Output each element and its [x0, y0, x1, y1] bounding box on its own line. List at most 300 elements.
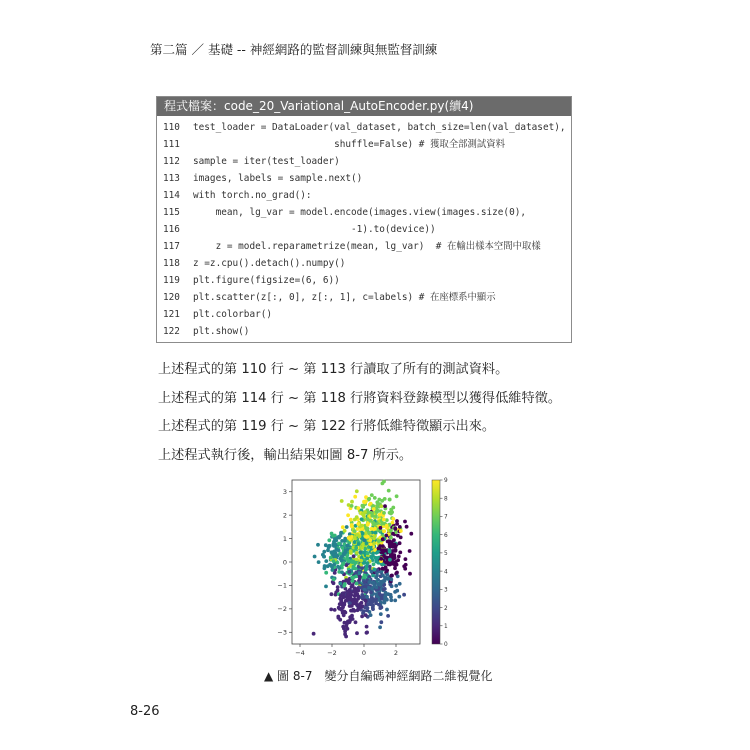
page-number: 8-26: [130, 704, 160, 719]
scatter-point: [324, 585, 328, 589]
scatter-point: [373, 496, 377, 500]
scatter-point: [391, 532, 395, 536]
scatter-point: [376, 550, 380, 554]
scatter-point: [350, 504, 354, 508]
scatter-point: [340, 558, 344, 562]
scatter-point: [355, 631, 359, 635]
scatter-point: [370, 527, 374, 531]
scatter-point: [382, 480, 386, 484]
scatter-point: [373, 599, 377, 603]
scatter-point: [388, 498, 392, 502]
scatter-point: [330, 565, 334, 569]
scatter-point: [317, 560, 321, 564]
scatter-point: [353, 586, 357, 590]
scatter-point: [352, 565, 356, 569]
code-text: z = model.reparametrize(mean, lg_var) # 在輸出樣本空間中取樣: [193, 241, 541, 252]
scatter-point: [322, 555, 326, 559]
colorbar-tick-label: 6: [444, 532, 448, 539]
code-line: [157, 255, 571, 272]
scatter-figure: [268, 476, 468, 660]
y-tick-label: 3: [282, 488, 287, 497]
scatter-point: [327, 538, 331, 542]
line-number: 116: [163, 224, 180, 235]
scatter-point: [356, 604, 360, 608]
y-tick-label: −1: [277, 581, 287, 590]
scatter-point: [312, 632, 316, 636]
scatter-point: [366, 606, 370, 610]
colorbar-tick-label: 2: [444, 605, 448, 612]
scatter-point: [385, 608, 389, 612]
scatter-point: [329, 556, 333, 560]
code-lines: [157, 116, 571, 340]
scatter-point: [339, 534, 343, 538]
scatter-point: [355, 489, 359, 493]
scatter-point: [359, 559, 363, 563]
paragraph-2: 上述程式的第 114 行 ~ 第 118 行將資料登錄模型以獲得低維特徵。: [158, 391, 562, 406]
scatter-point: [367, 598, 371, 602]
code-line: [157, 170, 571, 187]
scatter-point: [389, 578, 393, 582]
scatter-point: [347, 570, 351, 574]
scatter-chart: [268, 476, 468, 656]
scatter-point: [372, 542, 376, 546]
scatter-point: [356, 589, 360, 593]
scatter-point: [369, 555, 373, 559]
line-number: 122: [163, 326, 180, 337]
scatter-point: [379, 526, 383, 530]
colorbar-tick-label: 9: [444, 478, 448, 485]
code-listing-title: 程式檔案：code_20_Variational_AutoEncoder.py(續4): [157, 97, 571, 116]
scatter-point: [360, 601, 364, 605]
scatter-point: [316, 543, 320, 547]
scatter-point: [386, 614, 390, 618]
line-number: 119: [163, 275, 180, 286]
scatter-point: [333, 537, 337, 541]
colorbar-tick-label: 8: [444, 496, 448, 503]
scatter-point: [360, 593, 364, 597]
scatter-point: [347, 536, 351, 540]
scatter-point: [340, 539, 344, 543]
scatter-point: [376, 578, 380, 582]
scatter-point: [394, 560, 398, 564]
scatter-point: [338, 566, 342, 570]
scatter-point: [366, 527, 370, 531]
scatter-point: [385, 573, 389, 577]
code-line: [157, 221, 571, 238]
scatter-point: [329, 608, 333, 612]
scatter-point: [408, 572, 412, 576]
scatter-point: [378, 625, 382, 629]
scatter-point: [344, 635, 348, 639]
scatter-point: [366, 523, 370, 527]
code-text: plt.colorbar(): [193, 309, 273, 320]
x-tick-label: −2: [327, 649, 337, 656]
line-number: 111: [163, 139, 180, 150]
colorbar-tick-label: 3: [444, 587, 448, 594]
scatter-point: [359, 550, 363, 554]
scatter-point: [389, 529, 393, 533]
scatter-point: [355, 582, 359, 586]
scatter-point: [386, 540, 390, 544]
line-number: 115: [163, 207, 180, 218]
line-number: 113: [163, 173, 180, 184]
scatter-point: [375, 500, 379, 504]
code-line: [157, 323, 571, 340]
scatter-point: [381, 551, 385, 555]
scatter-point: [354, 620, 358, 624]
scatter-point: [349, 549, 353, 553]
scatter-point: [405, 525, 409, 529]
scatter-point: [361, 532, 365, 536]
scatter-point: [328, 544, 332, 548]
scatter-point: [365, 595, 369, 599]
scatter-point: [336, 615, 340, 619]
scatter-point: [356, 506, 360, 510]
scatter-point: [360, 512, 364, 516]
scatter-point: [385, 524, 389, 528]
scatter-point: [340, 608, 344, 612]
scatter-point: [342, 584, 346, 588]
scatter-point: [380, 597, 384, 601]
scatter-point: [370, 493, 374, 497]
scatter-point: [402, 593, 406, 597]
scatter-point: [409, 532, 413, 536]
scatter-point: [356, 533, 360, 537]
scatter-point: [388, 550, 392, 554]
scatter-point: [379, 620, 383, 624]
code-line: [157, 119, 571, 136]
scatter-point: [353, 495, 357, 499]
scatter-point: [339, 531, 343, 535]
scatter-point: [353, 599, 357, 603]
scatter-point: [360, 517, 364, 521]
scatter-point: [341, 625, 345, 629]
scatter-point: [364, 599, 368, 603]
scatter-point: [366, 517, 370, 521]
scatter-point: [394, 549, 398, 553]
x-tick-label: 2: [393, 649, 399, 656]
scatter-point: [395, 519, 399, 523]
scatter-point: [345, 525, 349, 529]
scatter-point: [390, 510, 394, 514]
scatter-point: [380, 504, 384, 508]
scatter-point: [356, 522, 360, 526]
scatter-point: [381, 537, 385, 541]
scatter-point: [339, 594, 343, 598]
scatter-point: [355, 515, 359, 519]
scatter-point: [365, 565, 369, 569]
scatter-point: [373, 527, 377, 531]
y-tick-label: 0: [282, 558, 287, 567]
scatter-point: [349, 518, 353, 522]
scatter-point: [340, 570, 344, 574]
scatter-point: [343, 529, 347, 533]
code-text: plt.scatter(z[:, 0], z[:, 1], c=labels) # 在座標系中顯示: [193, 292, 496, 303]
paragraph-4: 上述程式執行後，輸出結果如圖 8-7 所示。: [158, 448, 413, 463]
scatter-point: [336, 561, 340, 565]
scatter-point: [375, 586, 379, 590]
scatter-point: [366, 551, 370, 555]
scatter-point: [352, 554, 356, 558]
scatter-point: [382, 529, 386, 533]
scatter-point: [378, 592, 382, 596]
scatter-point: [374, 592, 378, 596]
scatter-point: [354, 561, 358, 565]
scatter-point: [378, 606, 382, 610]
scatter-point: [346, 513, 350, 517]
scatter-point: [341, 562, 345, 566]
code-line: [157, 153, 571, 170]
scatter-point: [323, 564, 327, 568]
scatter-point: [378, 513, 382, 517]
scatter-point: [384, 591, 388, 595]
colorbar-tick-label: 0: [444, 642, 448, 649]
scatter-point: [384, 556, 388, 560]
scatter-point: [369, 591, 373, 595]
scatter-point: [346, 544, 350, 548]
scatter-point: [366, 535, 370, 539]
scatter-point: [373, 568, 377, 572]
scatter-point: [366, 602, 370, 606]
scatter-point: [360, 546, 364, 550]
scatter-point: [341, 525, 345, 529]
scatter-point: [374, 531, 378, 535]
scatter-point: [346, 627, 350, 631]
scatter-point: [353, 529, 357, 533]
scatter-point: [387, 489, 391, 493]
scatter-point: [371, 581, 375, 585]
code-listing: [156, 96, 572, 343]
scatter-point: [348, 620, 352, 624]
scatter-point: [369, 542, 373, 546]
scatter-point: [340, 499, 344, 503]
scatter-point: [324, 571, 328, 575]
scatter-point: [380, 499, 384, 503]
scatter-point: [363, 580, 367, 584]
paragraph-3: 上述程式的第 119 行 ~ 第 122 行將低維特徵顯示出來。: [158, 419, 496, 434]
scatter-point: [379, 612, 383, 616]
scatter-point: [364, 568, 368, 572]
scatter-point: [371, 551, 375, 555]
scatter-point: [365, 542, 369, 546]
y-tick-label: 1: [282, 534, 287, 543]
scatter-point: [338, 552, 342, 556]
scatter-point: [372, 507, 376, 511]
scatter-point: [382, 511, 386, 515]
scatter-point: [348, 601, 352, 605]
code-line: [157, 306, 571, 323]
scatter-point: [364, 613, 368, 617]
scatter-point: [336, 585, 340, 589]
scatter-point: [332, 578, 336, 582]
scatter-point: [358, 575, 362, 579]
scatter-point: [313, 555, 317, 559]
code-text: test_loader = DataLoader(val_dataset, batch_size=len(val_dataset),: [193, 122, 566, 133]
scatter-point: [397, 555, 401, 559]
scatter-point: [365, 557, 369, 561]
scatter-point: [371, 574, 375, 578]
scatter-point: [379, 583, 383, 587]
scatter-point: [354, 571, 358, 575]
scatter-point: [392, 557, 396, 561]
scatter-point: [339, 598, 343, 602]
scatter-point: [337, 606, 341, 610]
colorbar-tick-label: 5: [444, 551, 448, 558]
scatter-point: [360, 615, 364, 619]
scatter-point: [389, 593, 393, 597]
scatter-point: [368, 580, 372, 584]
code-text: z =z.cpu().detach().numpy(): [193, 258, 346, 269]
y-tick-label: −2: [277, 605, 287, 614]
scatter-point: [393, 599, 397, 603]
line-number: 110: [163, 122, 180, 133]
scatter-point: [375, 510, 379, 514]
scatter-point: [349, 591, 353, 595]
x-tick-label: −4: [295, 649, 305, 656]
scatter-point: [353, 594, 357, 598]
scatter-point: [383, 595, 387, 599]
scatter-point: [390, 574, 394, 578]
scatter-point: [384, 534, 388, 538]
scatter-point: [350, 500, 354, 504]
colorbar-tick-label: 7: [444, 514, 448, 521]
y-tick-label: −3: [277, 628, 287, 637]
scatter-point: [398, 525, 402, 529]
x-tick-label: 0: [361, 649, 367, 656]
code-line: [157, 136, 571, 153]
code-text: shuffle=False) # 獲取全部測試資料: [193, 139, 506, 150]
scatter-point: [332, 559, 336, 563]
scatter-point: [363, 588, 367, 592]
scatter-point: [379, 557, 383, 561]
scatter-point: [395, 589, 399, 593]
colorbar-tick-label: 1: [444, 623, 448, 630]
figure-caption: ▲ 圖 8-7 變分自編碼神經網路二維視覺化: [264, 669, 493, 683]
scatter-point: [326, 548, 330, 552]
code-line: [157, 238, 571, 255]
scatter-point: [330, 592, 334, 596]
scatter-point: [389, 598, 393, 602]
scatter-point: [373, 534, 377, 538]
scatter-point: [391, 517, 395, 521]
line-number: 118: [163, 258, 180, 269]
y-tick-label: 2: [282, 511, 287, 520]
scatter-point: [382, 567, 386, 571]
scatter-point: [350, 524, 354, 528]
scatter-point: [355, 558, 359, 562]
scatter-point: [353, 540, 357, 544]
scatter-point: [357, 542, 361, 546]
scatter-point: [360, 605, 364, 609]
scatter-point: [366, 561, 370, 565]
scatter-point: [391, 545, 395, 549]
scatter-point: [349, 609, 353, 613]
scatter-point: [338, 618, 342, 622]
line-number: 121: [163, 309, 180, 320]
scatter-point: [367, 531, 371, 535]
code-text: plt.show(): [193, 326, 250, 337]
scatter-point: [403, 567, 407, 571]
code-text: images, labels = sample.next(): [193, 173, 363, 184]
line-number: 117: [163, 241, 180, 252]
scatter-point: [377, 547, 381, 551]
scatter-point: [370, 511, 374, 515]
colorbar-tick-label: 4: [444, 569, 448, 576]
scatter-point: [373, 556, 377, 560]
code-text: with torch.no_grad():: [193, 190, 312, 201]
scatter-point: [396, 574, 400, 578]
scatter-point: [346, 593, 350, 597]
scatter-point: [383, 504, 387, 508]
scatter-point: [389, 536, 393, 540]
scatter-point: [333, 608, 337, 612]
scatter-point: [408, 549, 412, 553]
scatter-point: [388, 558, 392, 562]
code-text: -1).to(device)): [193, 224, 436, 235]
scatter-point: [393, 566, 397, 570]
scatter-point: [347, 581, 351, 585]
colorbar: [432, 480, 440, 644]
scatter-point: [387, 562, 391, 566]
scatter-point: [404, 557, 408, 561]
code-line: [157, 187, 571, 204]
scatter-point: [382, 518, 386, 522]
line-number: 114: [163, 190, 180, 201]
scatter-point: [351, 560, 355, 564]
paragraph-1: 上述程式的第 110 行 ~ 第 113 行讀取了所有的測試資料。: [158, 362, 509, 377]
scatter-point: [365, 631, 369, 635]
code-line: [157, 289, 571, 306]
scatter-point: [396, 534, 400, 538]
scatter-point: [324, 543, 328, 547]
scatter-point: [324, 559, 328, 563]
scatter-point: [399, 529, 403, 533]
scatter-point: [403, 520, 407, 524]
scatter-point: [332, 550, 336, 554]
scatter-point: [331, 534, 335, 538]
scatter-point: [394, 584, 398, 588]
code-text: sample = iter(test_loader): [193, 156, 340, 167]
scatter-point: [347, 597, 351, 601]
scatter-point: [397, 595, 401, 599]
scatter-point: [374, 514, 378, 518]
scatter-point: [354, 546, 358, 550]
scatter-point: [365, 625, 369, 629]
scatter-point: [372, 562, 376, 566]
scatter-point: [393, 526, 397, 530]
scatter-point: [367, 497, 371, 501]
scatter-point: [384, 576, 388, 580]
code-line: [157, 204, 571, 221]
scatter-point: [382, 588, 386, 592]
scatter-point: [351, 576, 355, 580]
scatter-point: [395, 494, 399, 498]
scatter-point: [322, 550, 326, 554]
scatter-point: [341, 546, 345, 550]
scatter-point: [368, 538, 372, 542]
scatter-point: [348, 615, 352, 619]
scatter-point: [337, 542, 341, 546]
scatter-point: [398, 582, 402, 586]
code-text: mean, lg_var = model.encode(images.view(images.size(0),: [193, 207, 527, 218]
scatter-point: [355, 551, 359, 555]
scatter-point: [363, 501, 367, 505]
scatter-point: [398, 551, 402, 555]
code-text: plt.figure(figsize=(6, 6)): [193, 275, 340, 286]
scatter-point: [333, 542, 337, 546]
running-header: 第二篇 ／ 基礎 -- 神經網路的監督訓練與無監督訓練: [150, 42, 438, 57]
scatter-point: [380, 522, 384, 526]
